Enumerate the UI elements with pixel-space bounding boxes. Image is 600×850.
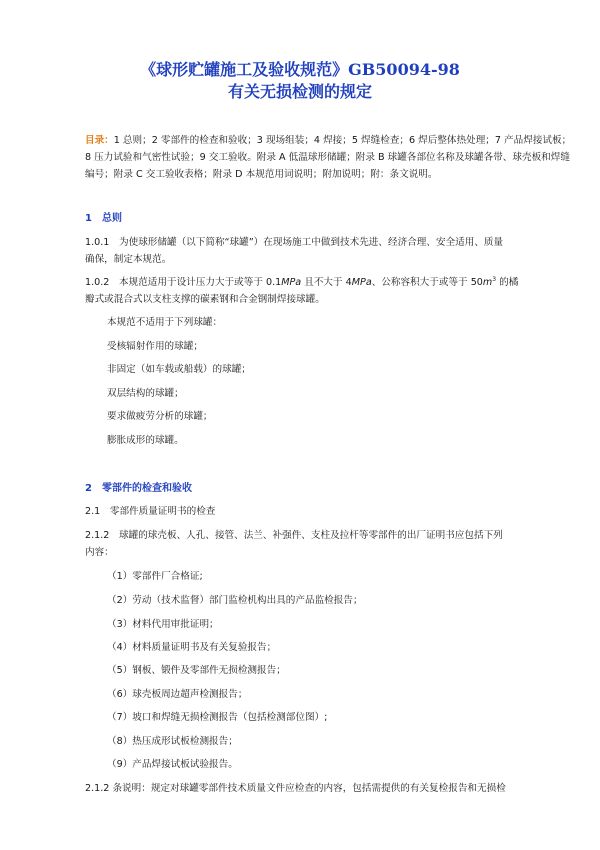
para-2-1-2-line-2: 内容： — [85, 547, 114, 558]
para-1-0-2-text-d: 的橘 — [496, 277, 519, 288]
list-item: （2）劳动（技术监督）部门监检机构出具的产品监检报告； — [107, 595, 363, 606]
subsection-2-1: 2.1 零部件质量证明书的检查 — [85, 506, 216, 517]
para-1-0-2-line-1 — [85, 276, 518, 289]
not-applicable-intro: 本规范不适用于下列球罐： — [107, 317, 223, 328]
unit-mpa-1: MPa — [281, 277, 302, 288]
unit-superscript: 3 — [492, 275, 497, 283]
list-item: 双层结构的球罐； — [107, 388, 184, 399]
list-item: （8）热压成形试板检测报告； — [107, 736, 238, 747]
document-title: 《球形贮罐施工及验收规范》GB50094-98 — [140, 60, 460, 79]
list-item: （4）材料质量证明书及有关复验报告； — [107, 642, 277, 653]
toc-line-2: 8 压力试验和气密性试验；9 交工验收。附录 A 低温球形储罐；附录 B 球罐各部位名称及球罐各带、球壳板和焊缝 — [85, 152, 570, 163]
unit-mpa-2: MPa — [351, 277, 372, 288]
unit-m: m — [482, 277, 493, 288]
toc-line-3: 编号；附录 C 交工验收表格；附录 D 本规范用词说明；附加说明；附：条文说明。 — [85, 169, 438, 180]
toc-text-1: 1 总则；2 零部件的检查和验收；3 现场组装；4 焊接；5 焊缝检查；6 焊后整体热处理；7 产品焊接试板； — [113, 135, 572, 146]
list-item: 非固定（如车载或船载）的球罐； — [107, 364, 251, 375]
list-item: 受核辐射作用的球罐； — [107, 341, 203, 352]
list-item: 膨胀成形的球罐。 — [107, 435, 184, 446]
para-1-0-1-line-2: 确保，制定本规范。 — [85, 254, 172, 265]
toc-label: 目录： — [85, 135, 114, 146]
list-item: （9）产品焊接试板试验报告。 — [107, 759, 238, 770]
toc-line-1 — [85, 134, 571, 147]
list-item: （3）材料代用审批证明； — [107, 619, 219, 630]
note-2-1-2: 2.1.2 条说明：规定对球罐零部件技术质量文件应检查的内容，包括需提供的有关复检报告和无损检 — [85, 783, 506, 794]
para-1-0-2-text-c: 、公称容积大于或等于 50 — [371, 277, 483, 288]
para-1-0-2-text-a: 1.0.2 本规范适用于设计压力大于或等于 0.1 — [85, 277, 282, 288]
section-2-heading: 2 零部件的检查和验收 — [85, 483, 192, 494]
para-1-0-2-line-2: 瓣式或混合式以支柱支撑的碳素钢和合金钢制焊接球罐。 — [85, 294, 325, 305]
list-item: 要求做疲劳分析的球罐； — [107, 411, 213, 422]
para-1-0-2-text-b: 且不大于 4 — [301, 277, 352, 288]
para-2-1-2-line-1: 2.1.2 球罐的球壳板、人孔、接管、法兰、补强件、支柱及拉杆等零部件的出厂证明书应包括下列 — [85, 530, 503, 541]
section-1-heading: 1 总则 — [85, 213, 122, 224]
list-item: （5）钢板、锻件及零部件无损检测报告； — [107, 665, 286, 676]
list-item: （1）零部件厂合格证; — [107, 571, 203, 582]
para-1-0-1-line-1: 1.0.1 为使球形储罐（以下简称“球罐”）在现场施工中做到技术先进、经济合理、安全适用、质量 — [85, 237, 504, 248]
list-item: （6）球壳板周边超声检测报告； — [107, 689, 248, 700]
list-item: （7）坡口和焊缝无损检测报告（包括检测部位图）; — [107, 712, 328, 723]
document-subtitle: 有关无损检测的规定 — [227, 82, 372, 101]
